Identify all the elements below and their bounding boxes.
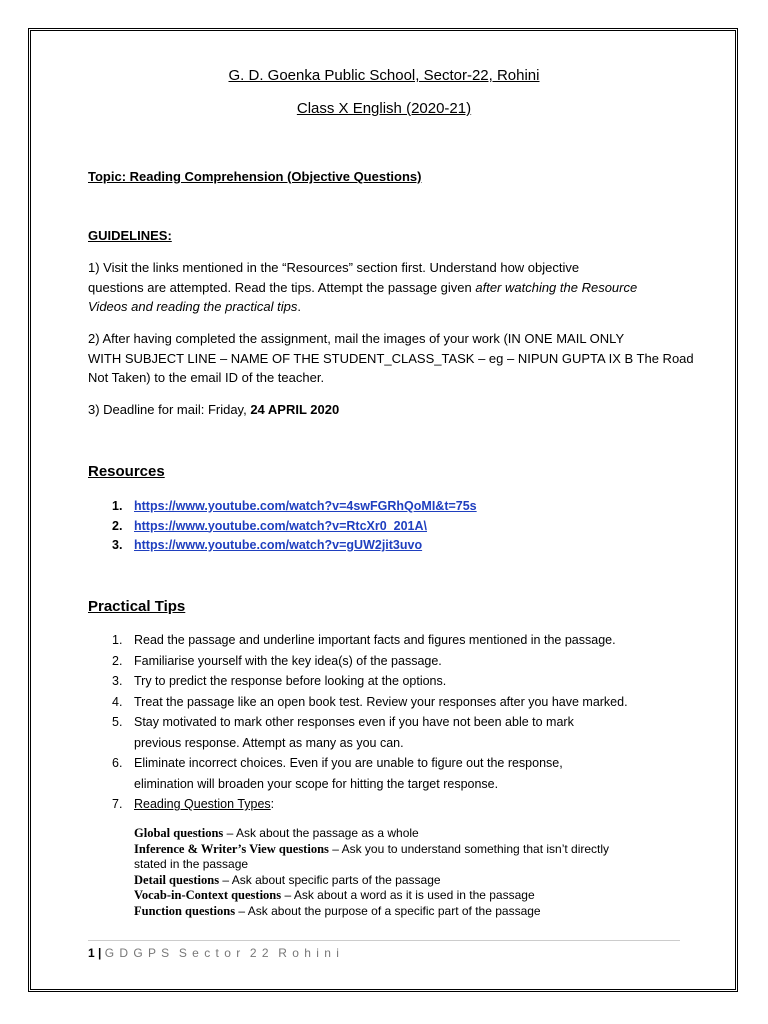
- item-number: 3.: [112, 674, 123, 688]
- resources-list: [88, 497, 477, 556]
- guideline-1: [88, 258, 637, 317]
- tip-item: [88, 651, 628, 672]
- tip-line: previous response. Attempt as many as you can.: [134, 735, 404, 750]
- item-number: 3.: [112, 538, 123, 552]
- tip-line: Eliminate incorrect choices. Even if you are unable to figure out the response,: [134, 756, 563, 770]
- tip-item: [88, 753, 628, 794]
- guidelines-heading: GUIDELINES:: [88, 228, 172, 243]
- practical-tips-heading: Practical Tips: [88, 598, 186, 615]
- question-type-desc: – Ask about the passage as a whole: [223, 826, 419, 840]
- question-types: [134, 826, 609, 919]
- question-type-desc: – Ask about the purpose of a specific part of the passage: [235, 903, 541, 918]
- question-type: [134, 888, 609, 904]
- guideline-1-line: 1) Visit the links mentioned in the “Resources” section first. Understand how objective: [88, 260, 580, 275]
- tips-list: [88, 630, 628, 815]
- guideline-1-line: [88, 297, 637, 317]
- resource-item: [88, 536, 477, 556]
- footer: [88, 946, 340, 960]
- footer-divider: [88, 940, 680, 941]
- tip-line: Familiarise yourself with the key idea(s) of the passage.: [134, 653, 442, 668]
- item-number: 2.: [112, 518, 123, 533]
- footer-text: G D G P S S e c t o r 2 2 R o h i n i: [104, 946, 340, 960]
- footer-separator: |: [94, 946, 105, 960]
- resource-item: [88, 497, 477, 517]
- guideline-2-line: WITH SUBJECT LINE – NAME OF THE STUDENT_CLASS_TASK – eg – NIPUN GUPTA IX B The Road: [88, 350, 694, 366]
- text: .: [297, 299, 301, 314]
- topic-heading: Topic: Reading Comprehension (Objective Questions): [88, 169, 422, 184]
- tip-line: Stay motivated to mark other responses even if you have not been able to mark: [134, 715, 574, 729]
- question-type: [134, 904, 609, 920]
- question-type-desc: – Ask about a word as it is used in the passage: [281, 888, 535, 902]
- deadline-date: 24 APRIL 2020: [250, 402, 340, 417]
- resource-link[interactable]: https://www.youtube.com/watch?v=RtcXr0_201A\: [134, 518, 428, 533]
- tip-item: [88, 794, 628, 815]
- tip-item: [88, 712, 628, 753]
- resource-link[interactable]: https://www.youtube.com/watch?v=gUW2jit3uvo: [134, 538, 423, 552]
- question-type-desc: – Ask you to understand something that isn’t directly: [328, 841, 610, 856]
- question-type-name: Detail questions: [134, 872, 220, 887]
- tip-item: [88, 630, 628, 651]
- tip-text: [134, 712, 574, 753]
- tip-text: [134, 671, 446, 692]
- guideline-2: [88, 329, 694, 388]
- question-type-desc: stated in the passage: [134, 857, 249, 871]
- resource-item: [88, 517, 477, 537]
- item-number: 1.: [112, 499, 123, 513]
- item-number: 1.: [112, 633, 123, 647]
- italic-text: after watching the Resource: [475, 279, 638, 295]
- resource-link[interactable]: https://www.youtube.com/watch?v=4swFGRhQoMI&t=75s: [134, 499, 477, 513]
- tip-text: [134, 651, 442, 672]
- tip-text: [134, 794, 274, 815]
- text: questions are attempted. Read the tips. Attempt the passage given: [88, 279, 476, 295]
- question-type-name: Vocab-in-Context questions: [134, 888, 282, 902]
- tip-label: Reading Question Types: [134, 797, 271, 811]
- tip-line: elimination will broaden your scope for hitting the target response.: [134, 776, 499, 791]
- guideline-1-line: [88, 278, 637, 298]
- question-type-name: Inference & Writer’s View questions: [134, 841, 329, 856]
- item-number: 5.: [112, 715, 123, 729]
- colon: :: [270, 797, 275, 811]
- guideline-2-line: 2) After having completed the assignment, mail the images of your work (IN ONE MAIL ONLY: [88, 331, 625, 346]
- question-type: [134, 826, 609, 842]
- tip-text: [134, 753, 563, 794]
- item-number: 6.: [112, 756, 123, 770]
- class-title: Class X English (2020-21): [296, 100, 472, 117]
- item-number: 7.: [112, 797, 123, 811]
- text: 3) Deadline for mail: Friday,: [88, 402, 251, 417]
- tip-text: [134, 630, 616, 651]
- question-type-name: Function questions: [134, 903, 236, 918]
- item-number: 2.: [112, 653, 123, 668]
- page-number: 1: [88, 946, 95, 960]
- question-type-name: Global questions: [134, 826, 224, 840]
- italic-text: Videos and reading the practical tips: [88, 299, 298, 314]
- guideline-3: [88, 400, 339, 420]
- tip-line: Try to predict the response before looking at the options.: [134, 674, 447, 688]
- resources-heading: Resources: [88, 463, 165, 480]
- tip-line: Treat the passage like an open book test. Review your responses after you have marked.: [134, 694, 628, 709]
- tip-item: [88, 692, 628, 713]
- tip-item: [88, 671, 628, 692]
- tip-text: [134, 692, 628, 713]
- tip-line: Read the passage and underline important facts and figures mentioned in the passage.: [134, 633, 616, 647]
- question-type: [134, 857, 609, 873]
- school-title: G. D. Goenka Public School, Sector-22, Rohini: [228, 67, 540, 84]
- item-number: 4.: [112, 694, 123, 709]
- question-type: [134, 873, 609, 889]
- question-type: [134, 842, 609, 858]
- guideline-2-line: Not Taken) to the email ID of the teacher.: [88, 370, 325, 385]
- question-type-desc: – Ask about specific parts of the passage: [219, 872, 441, 887]
